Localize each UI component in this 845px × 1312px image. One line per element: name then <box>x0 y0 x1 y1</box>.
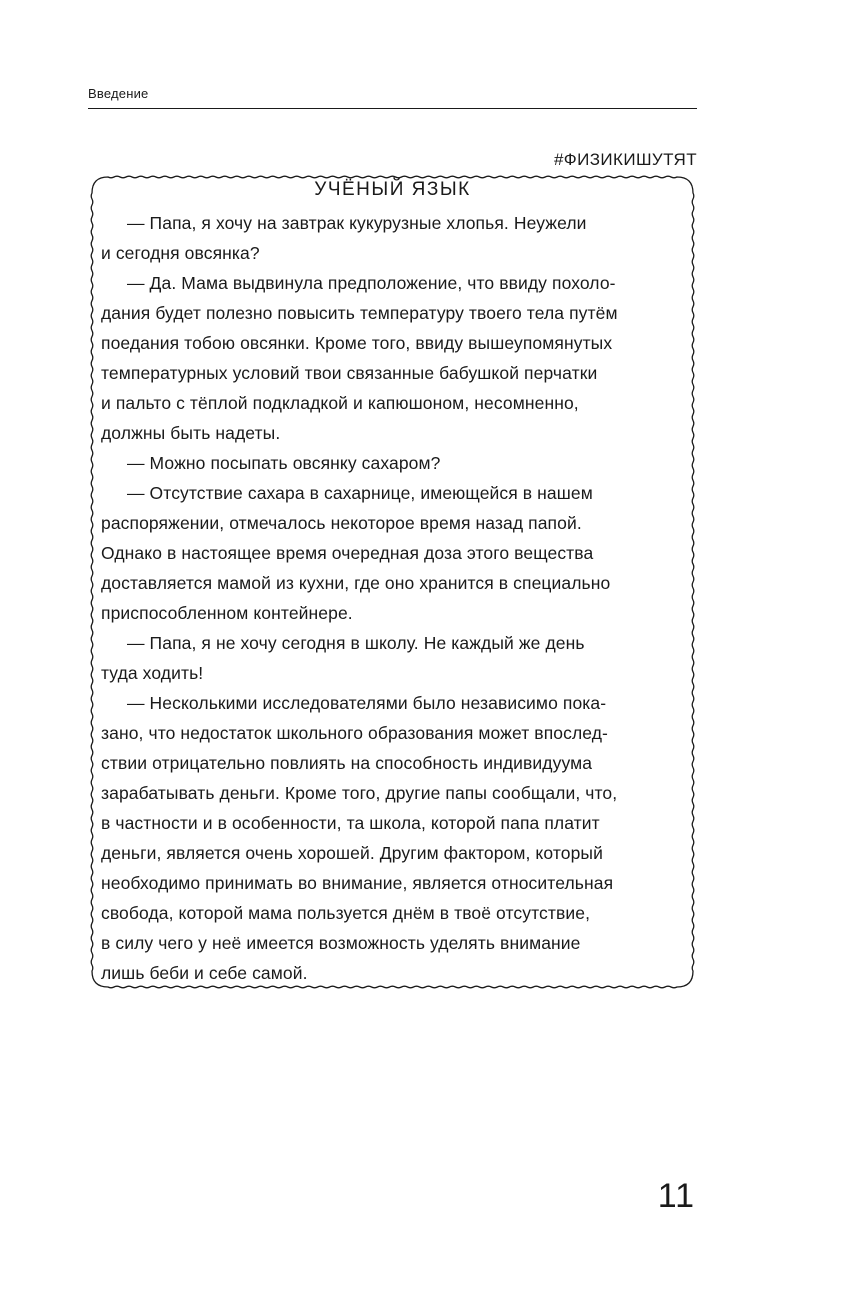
text-line: распоряжении, отмечалось некоторое время назад папой. <box>101 513 582 533</box>
text-line: зарабатывать деньги. Кроме того, другие папы сообщали, что, <box>101 783 618 803</box>
sidebar-box <box>89 174 696 990</box>
text-line: деньги, является очень хорошей. Другим фактором, который <box>101 843 603 863</box>
text-line: Однако в настоящее время очередная доза этого вещества <box>101 543 594 563</box>
text-line: приспособленном контейнере. <box>101 603 353 623</box>
text-line: свобода, которой мама пользуется днём в твоё отсутствие, <box>101 903 591 923</box>
text-line: — Папа, я не хочу сегодня в школу. Не каждый же день <box>127 633 585 653</box>
running-header <box>88 86 697 109</box>
text-line: и пальто с тёплой подкладкой и капюшоном, несомненно, <box>101 393 579 413</box>
text-line: должны быть надеты. <box>101 423 281 443</box>
text-line: — Да. Мама выдвинула предположение, что ввиду похоло- <box>127 273 616 293</box>
page-number: 11 <box>657 1177 695 1215</box>
text-line: поедания тобою овсянки. Кроме того, ввиду вышеупомянутых <box>101 333 613 353</box>
text-line: в частности и в особенности, та школа, которой папа платит <box>101 813 600 833</box>
text-line: зано, что недостаток школьного образования может впослед- <box>101 723 608 743</box>
box-body <box>101 208 686 988</box>
text-line: — Отсутствие сахара в сахарнице, имеющейся в нашем <box>127 483 593 503</box>
text-line: температурных условий твои связанные бабушкой перчатки <box>101 363 598 383</box>
text-line: лишь беби и себе самой. <box>101 963 308 983</box>
hashtag-label: #ФИЗИКИШУТЯТ <box>553 150 697 169</box>
text-line: — Папа, я хочу на завтрак кукурузные хлопья. Неужели <box>127 213 587 233</box>
text-line: и сегодня овсянка? <box>101 243 260 263</box>
text-line: — Несколькими исследователями было независимо пока- <box>127 693 607 713</box>
text-line: в силу чего у неё имеется возможность уделять внимание <box>101 933 581 953</box>
text-line: — Можно посыпать овсянку сахаром? <box>127 453 441 473</box>
text-line: туда ходить! <box>101 663 204 683</box>
text-line: дания будет полезно повысить температуру твоего тела путём <box>101 303 618 323</box>
text-line: ствии отрицательно повлиять на способность индивидуума <box>101 753 593 773</box>
section-title: Введение <box>88 86 149 101</box>
box-title: УЧЁНЫЙ ЯЗЫК <box>314 179 471 200</box>
text-line: доставляется мамой из кухни, где оно хранится в специально <box>101 573 611 593</box>
text-line: необходимо принимать во внимание, является относительная <box>101 873 614 893</box>
